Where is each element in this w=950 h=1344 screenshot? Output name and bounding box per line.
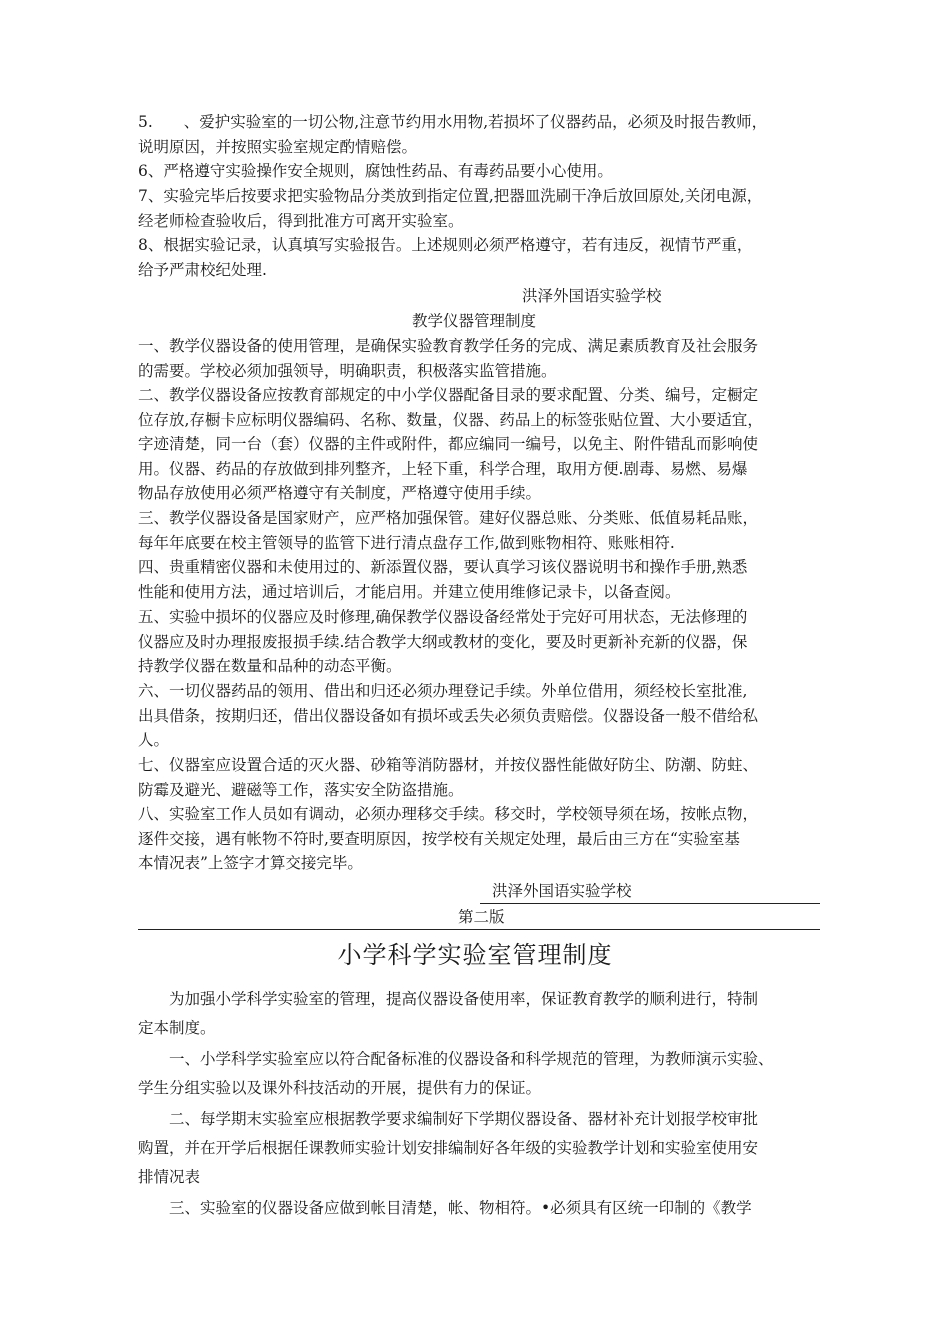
edition-divider bbox=[138, 929, 820, 930]
text-line: 8、根据实验记录，认真填写实验报告。上述规则必须严格遵守，若有违反，视情节严重， bbox=[138, 236, 753, 254]
school-signature-2: 洪泽外国语实验学校 bbox=[492, 882, 632, 900]
text-line: 排情况表 bbox=[138, 1168, 201, 1186]
rule-6 bbox=[138, 159, 828, 184]
paragraph-3 bbox=[138, 1194, 838, 1223]
text-line: 一、小学科学实验室应以符合配备标准的仪器设备和科学规范的管理，为教师演示实验、 bbox=[138, 1050, 774, 1068]
text-line: 逐件交接，遇有帐物不符时,要查明原因，按学校有关规定处理，最后由三方在“实验室基 bbox=[138, 829, 740, 848]
school-signature-1: 洪泽外国语实验学校 bbox=[522, 287, 662, 305]
text-line: 二、教学仪器设备应按教育部规定的中小学仪器配备目录的要求配置、分类、编号，定橱定 bbox=[138, 386, 759, 404]
text-line: 位存放,存橱卡应标明仪器编码、名称、数量，仪器、药品上的标签张贴位置、大小要适宜， bbox=[138, 410, 763, 429]
text-line: 购置，并在开学后根据任课教师实验计划安排编制好各年级的实验教学计划和实验室使用安 bbox=[138, 1139, 759, 1157]
text-line: 七、仪器室应设置合适的灭火器、砂箱等消防器材，并按仪器性能做好防尘、防潮、防蛀、 bbox=[138, 756, 759, 774]
text-line: 出具借条，按期归还，借出仪器设备如有损坏或丢失必须负责赔偿。仪器设备一般不借给私 bbox=[138, 706, 759, 725]
item-4 bbox=[138, 555, 828, 604]
text-line: 四、贵重精密仪器和未使用过的、新添置仪器，要认真学习该仪器说明书和操作手册,熟悉 bbox=[138, 558, 748, 576]
item-1 bbox=[138, 334, 828, 383]
text-line: 经老师检查验收后，得到批准方可离开实验室。 bbox=[138, 211, 464, 230]
text-line: 说明原因，并按照实验室规定酌情赔偿。 bbox=[138, 137, 418, 156]
text-line: 给予严肃校纪处理. bbox=[138, 260, 267, 279]
main-title-science-lab: 小学科学实验室管理制度 bbox=[337, 941, 613, 969]
text-line: 五、实验中损坏的仪器应及时修理,确保教学仪器设备经常处于完好可用状态，无法修理的 bbox=[138, 608, 748, 626]
text-line: 6、严格遵守实验操作安全规则，腐蚀性药品、有毒药品要小心使用。 bbox=[138, 162, 613, 180]
intro-paragraph bbox=[138, 985, 838, 1043]
text-line: 持教学仪器在数量和品种的动态平衡。 bbox=[138, 657, 402, 676]
item-8 bbox=[138, 802, 828, 876]
text-line: 学生分组实验以及课外科技活动的开展，提供有力的保证。 bbox=[138, 1079, 542, 1097]
text-line: 一、教学仪器设备的使用管理，是确保实验教育教学任务的完成、满足素质教育及社会服务 bbox=[138, 337, 759, 355]
text-line: 三、实验室的仪器设备应做到帐目清楚，帐、物相符。•必须具有区统一印制的《教学 bbox=[138, 1199, 752, 1217]
text-line: 六、一切仪器药品的领用、借出和归还必须办理登记手续。外单位借用，须经校长室批准, bbox=[138, 682, 748, 700]
text-line: 的需要。学校必须加强领导，明确职责，积极落实监管措施。 bbox=[138, 361, 557, 380]
section-title-instrument-management: 教学仪器管理制度 bbox=[412, 312, 537, 330]
text-line: 用。仪器、药品的存放做到排列整齐，上轻下重，科学合理，取用方便.剧毒、易燃、易爆 bbox=[138, 459, 748, 478]
text-line: 7、实验完毕后按要求把实验物品分类放到指定位置,把器皿洗刷干净后放回原处,关闭电源， bbox=[138, 187, 763, 205]
text-line: 5. 、爱护实验室的一切公物,注意节约用水用物,若损坏了仪器药品，必须及时报告教师， bbox=[138, 113, 768, 131]
item-2 bbox=[138, 383, 828, 506]
rule-8 bbox=[138, 233, 828, 282]
text-line: 人。 bbox=[138, 731, 170, 750]
text-line: 三、教学仪器设备是国家财产，应严格加强保管。建好仪器总账、分类账、低值易耗品账， bbox=[138, 509, 759, 527]
rule-5 bbox=[138, 110, 828, 159]
paragraph-2 bbox=[138, 1105, 838, 1192]
text-line: 物品存放使用必须严格遵守有关制度，严格遵守使用手续。 bbox=[138, 484, 542, 503]
text-line: 本情况表”上签字才算交接完毕。 bbox=[138, 854, 363, 873]
text-line: 仪器应及时办理报废报损手续.结合教学大纲或教材的变化，要及时更新补充新的仪器，保 bbox=[138, 632, 748, 651]
item-7 bbox=[138, 753, 828, 802]
item-6 bbox=[138, 679, 828, 753]
text-line: 字迹清楚，同一台（套）仪器的主件或附件，都应编同一编号，以免主、附件错乱而影响使 bbox=[138, 435, 759, 454]
text-line: 每年年底要在校主管领导的监管下进行清点盘存工作,做到账物相符、账账相符. bbox=[138, 533, 675, 552]
signature-underline bbox=[480, 903, 820, 904]
edition-label: 第二版 bbox=[458, 908, 505, 926]
rule-7 bbox=[138, 184, 828, 233]
text-line: 防霉及避光、避磁等工作，落实安全防盗措施。 bbox=[138, 780, 464, 799]
paragraph-1 bbox=[138, 1045, 838, 1103]
text-line: 定本制度。 bbox=[138, 1019, 216, 1037]
item-5 bbox=[138, 605, 828, 679]
item-3 bbox=[138, 506, 828, 555]
text-line: 八、实验室工作人员如有调动，必须办理移交手续。移交时，学校领导须在场，按帐点物， bbox=[138, 805, 759, 823]
text-line: 性能和使用方法，通过培训后，才能启用。并建立使用维修记录卡，以备查阅。 bbox=[138, 582, 681, 601]
text-line: 二、每学期末实验室应根据教学要求编制好下学期仪器设备、器材补充计划报学校审批 bbox=[138, 1110, 759, 1128]
text-line: 为加强小学科学实验室的管理，提高仪器设备使用率，保证教育教学的顺利进行，特制 bbox=[138, 990, 759, 1008]
